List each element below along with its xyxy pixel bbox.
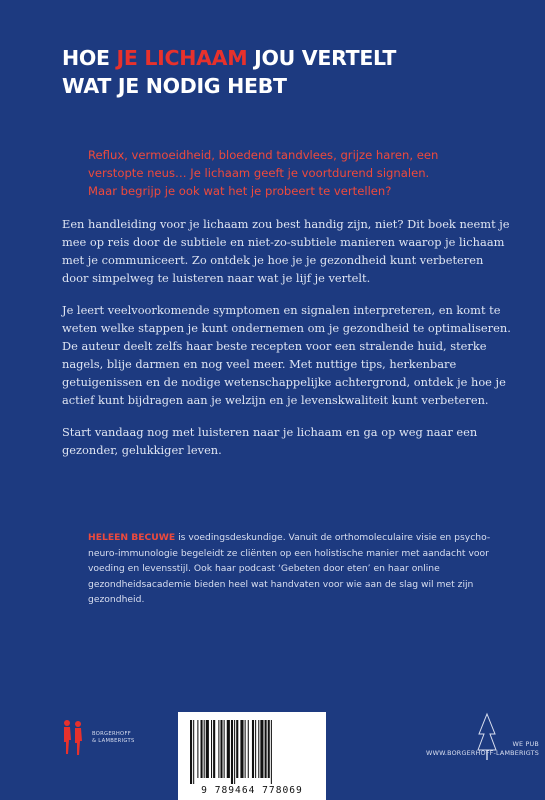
- web-line-2: WWW.BORGERHOFF-LAMBERIGTS: [426, 749, 539, 757]
- publisher-line-1: BORGERHOFF: [92, 731, 132, 737]
- book-title: [62, 44, 522, 100]
- barcode-bar: [248, 720, 249, 778]
- author-bio: [88, 530, 508, 608]
- barcode-bar: [224, 720, 225, 778]
- isbn-number: 9 789464 778069: [201, 785, 303, 796]
- author-name: HELEEN BECUWE: [88, 532, 176, 543]
- barcode-bar: [204, 720, 205, 778]
- teaser-line: verstopte neus… Je lichaam geeft je voortdurend signalen.: [88, 166, 430, 180]
- barcode-bar: [271, 720, 272, 784]
- author-bio-text: is voedingsdeskundige. Vanuit de orthomoleculaire visie en psycho-neuro-immunologie begeleidt ze cliënten op een holistische manier met aandacht voor voeding en levensstijl. Ook haar podcast ‘Gebeten door eten’ en haar online gezondheidsacademie bieden heel wat handvaten voor wie aan de slag wil met zijn gezondheid.: [88, 532, 491, 606]
- barcode-bar: [260, 720, 263, 778]
- barcode-bar: [258, 720, 259, 778]
- teaser-block: [88, 146, 508, 200]
- teaser-line: Reflux, vermoeidheid, bloedend tandvlees, grijze haren, een: [88, 148, 439, 162]
- barcode-bar: [218, 720, 219, 778]
- web-line-1: WE PUB: [512, 740, 539, 748]
- barcode-bar: [201, 720, 203, 778]
- barcode-bar: [197, 720, 198, 778]
- barcode-bar: [240, 720, 243, 778]
- title-part-pre: HOE: [62, 46, 117, 70]
- barcode-bar: [193, 720, 194, 784]
- title-part-post: JOU VERTELT: [247, 46, 397, 70]
- barcode-bar: [268, 720, 270, 778]
- publisher-name: [92, 731, 135, 745]
- barcode-bar: [220, 720, 222, 778]
- barcode-bar: [245, 720, 246, 778]
- barcode-bar: [255, 720, 256, 778]
- barcode-bar: [213, 720, 215, 778]
- barcode-bar: [211, 720, 212, 778]
- blurb-paragraph-1: Een handleiding voor je lichaam zou best handig zijn, niet? Dit boek neemt je mee op reis door de subtiele en niet-zo-subtiele manieren waarop je lichaam met je communiceert. Zo ontdek je hoe je je gezondheid kunt verbeteren door simpelweg te luisteren naar wat je lijf je vertelt.: [62, 217, 510, 285]
- barcode-bars: [178, 712, 326, 784]
- barcode-bar: [236, 720, 238, 778]
- barcode-bar: [265, 720, 267, 778]
- title-highlight: JE LICHAAM: [116, 46, 248, 70]
- blurb-paragraph-3: Start vandaag nog met luisteren naar je lichaam en ga op weg naar een gezonder, gelukkiger leven.: [62, 425, 478, 457]
- publisher-website: [349, 740, 539, 758]
- barcode-bar: [252, 720, 254, 778]
- title-line-1: [62, 44, 522, 72]
- isbn-barcode: [178, 712, 326, 800]
- publisher-line-2: & LAMBERIGTS: [92, 738, 135, 744]
- barcode-bar: [234, 720, 235, 784]
- blurb: [62, 215, 512, 473]
- publisher-figures-icon: [60, 718, 86, 758]
- barcode-bar: [190, 720, 192, 784]
- barcode-bar: [231, 720, 233, 784]
- barcode-bar: [227, 720, 230, 778]
- blurb-paragraph-2: Je leert veelvoorkomende symptomen en signalen interpreteren, en komt te weten welke stappen je kunt ondernemen om je gezondheid te optimaliseren. De auteur deelt zelfs haar beste recepten voor een stralende huid, sterke nagels, blije darmen en nog veel meer. Met nuttige tips, herkenbare getuigenissen en de nodige wetenschappelijke achtergrond, ontdek je hoe je actief kunt bijdragen aan je welzijn en je levenskwaliteit kunt verbeteren.: [62, 303, 511, 407]
- title-line-2: WAT JE NODIG HEBT: [62, 74, 287, 98]
- teaser-line: Maar begrijp je ook wat het je probeert te vertellen?: [88, 184, 392, 198]
- barcode-bar: [206, 720, 209, 778]
- publisher-logo: [60, 718, 155, 758]
